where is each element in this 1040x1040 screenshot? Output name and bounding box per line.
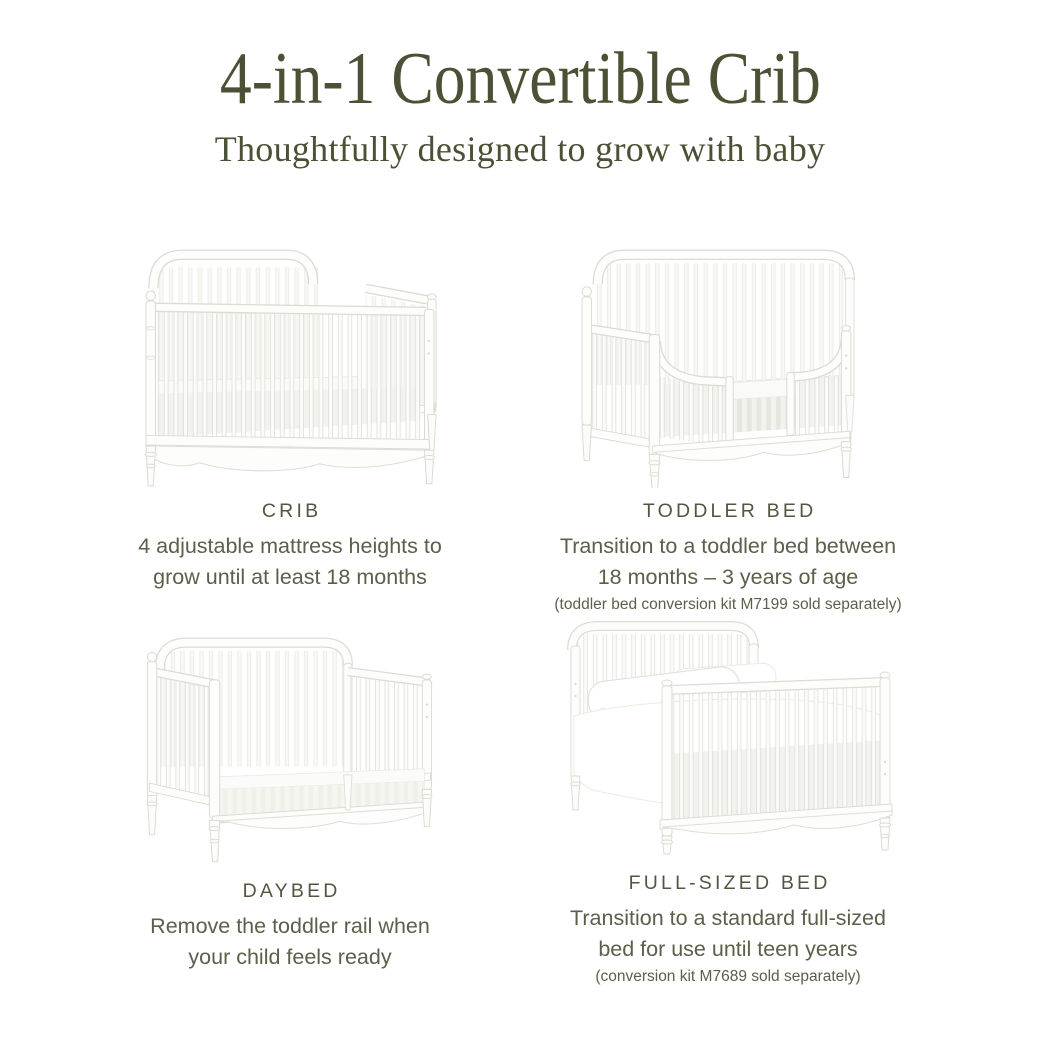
- bed-stage-heading-daybed: DAYBED: [242, 880, 341, 902]
- section-daybed: [60, 616, 520, 972]
- daybed-illustration: [135, 616, 445, 868]
- bed-stage-heading-toddler-bed: TODDLER BED: [642, 500, 817, 522]
- bed-stage-heading-full-sized-bed: FULL-SIZED BED: [628, 872, 831, 894]
- daybed-illustration-svg: [135, 626, 445, 868]
- page-title-text: 4-in-1 Convertible Crib: [219, 38, 821, 120]
- header: [0, 38, 1040, 170]
- description-line: 18 months – 3 years of age: [597, 564, 859, 589]
- bed-stage-description-toddler-bed: [560, 531, 896, 592]
- description-line: 4 adjustable mattress heights to: [138, 534, 442, 558]
- description-line: Remove the toddler rail when: [150, 914, 430, 938]
- bed-stage-heading-crib: CRIB: [261, 500, 322, 522]
- bed-stage-description-crib: [138, 531, 442, 592]
- section-full-sized-bed: [498, 608, 958, 988]
- crib-illustration-svg: [132, 240, 448, 488]
- description-line: Transition to a toddler bed between: [559, 534, 897, 558]
- bed-stage-note-full-sized-bed: (conversion kit M7689 sold separately): [595, 968, 861, 986]
- description-line: your child feels ready: [188, 944, 392, 969]
- description-line: grow until at least 18 months: [153, 564, 427, 589]
- section-toddler-bed: [498, 236, 958, 616]
- bed-stage-description-full-sized-bed: [570, 903, 886, 964]
- full-sized-bed-illustration: [552, 608, 904, 860]
- bed-stage-note-toddler-bed: (toddler bed conversion kit M7199 sold separately): [554, 596, 902, 614]
- description-line: Transition to a standard full-sized: [570, 906, 886, 930]
- page-subtitle: Thoughtfully designed to grow with baby: [214, 129, 826, 169]
- toddler-bed-illustration-svg: [570, 238, 886, 488]
- crib-illustration: [132, 236, 448, 488]
- full-sized-bed-illustration-svg: [552, 608, 904, 860]
- description-line: bed for use until teen years: [598, 936, 858, 961]
- page-title: [0, 38, 1040, 120]
- bed-stage-description-daybed: [150, 911, 430, 972]
- section-crib: [60, 236, 520, 592]
- toddler-bed-illustration: [570, 236, 886, 488]
